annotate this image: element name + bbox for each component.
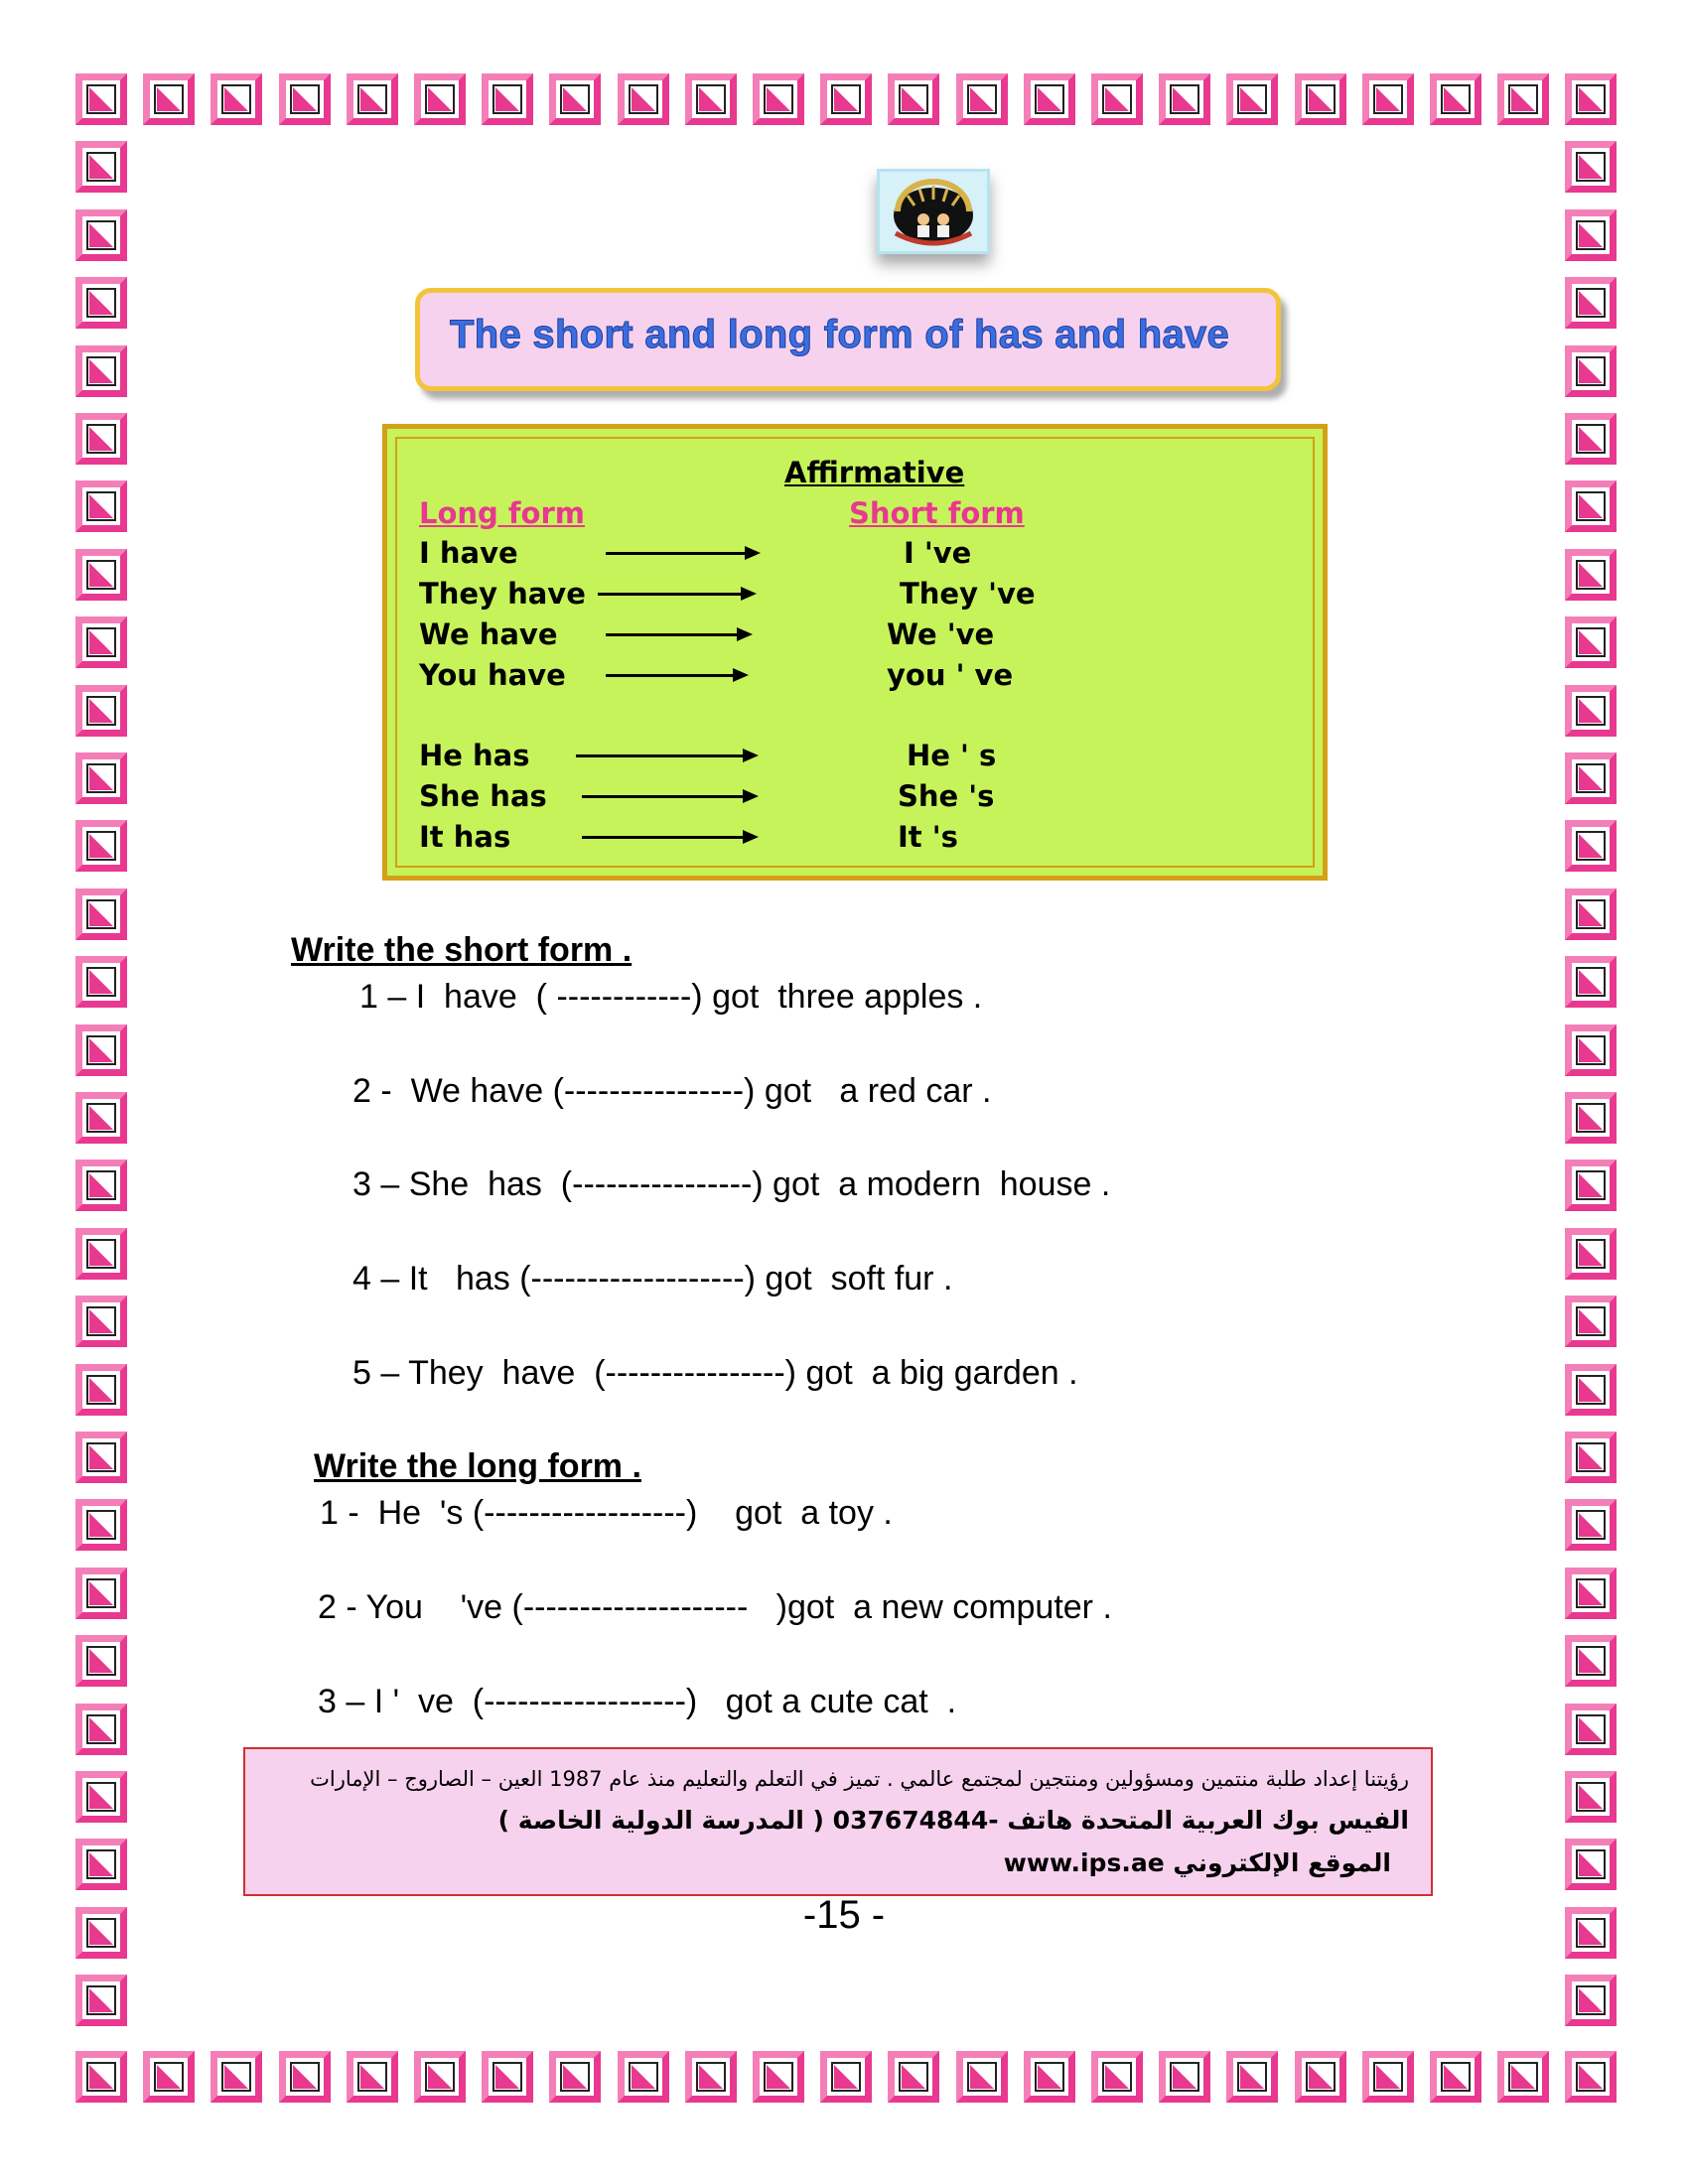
border-tile-icon [1226, 73, 1278, 125]
arrow-icon [606, 674, 745, 677]
border-tile-icon [414, 2051, 466, 2103]
border-tile-icon [75, 616, 127, 668]
border-tile-icon [75, 480, 127, 532]
border-tile-icon [820, 2051, 872, 2103]
long-form-you-have: You have [419, 658, 566, 692]
border-tile-icon [143, 2051, 195, 2103]
border-tile-icon [75, 549, 127, 601]
long-exercise-item: 2 - You 've (-------------------- )got a new computer . [318, 1588, 1112, 1626]
border-tile-icon [75, 1160, 127, 1211]
border-tile-icon [279, 73, 331, 125]
border-tile-icon [75, 956, 127, 1008]
border-tile-icon [75, 1228, 127, 1280]
border-tile-icon [75, 1704, 127, 1755]
border-tile-icon [1565, 1228, 1617, 1280]
short-exercise-item: 3 – She has (----------------) got a modern house . [352, 1165, 1111, 1203]
long-form-she-has: She has [419, 779, 547, 813]
border-tile-icon [75, 413, 127, 465]
table-heading: Affirmative [784, 456, 965, 489]
border-tile-icon [143, 73, 195, 125]
border-tile-icon [1497, 73, 1549, 125]
border-tile-icon [75, 752, 127, 804]
arrow-icon [606, 633, 749, 636]
border-tile-icon [1565, 1092, 1617, 1144]
border-tile-icon [75, 1296, 127, 1347]
border-tile-icon [1565, 1635, 1617, 1687]
footer-website-line: الموقع الإلكتروني www.ips.ae [1003, 1848, 1391, 1877]
border-tile-icon [888, 2051, 939, 2103]
border-tile-icon [820, 73, 872, 125]
long-form-exercise-title: Write the long form . [314, 1447, 641, 1485]
border-tile-icon [1565, 1024, 1617, 1076]
long-form-header: Long form [419, 496, 585, 530]
school-emblem-icon [880, 172, 987, 251]
border-tile-icon [482, 2051, 533, 2103]
border-tile-icon [347, 73, 398, 125]
border-tile-icon [685, 2051, 737, 2103]
long-form-it-has: It has [419, 820, 511, 854]
border-tile-icon [1091, 73, 1143, 125]
border-tile-icon [1565, 820, 1617, 872]
border-tile-icon [1159, 73, 1210, 125]
border-tile-icon [75, 1499, 127, 1551]
long-form-they-have: They have [419, 577, 586, 611]
border-tile-icon [1565, 1568, 1617, 1619]
border-tile-icon [1362, 73, 1414, 125]
border-tile-icon [1565, 616, 1617, 668]
border-tile-icon [1159, 2051, 1210, 2103]
border-tile-icon [75, 73, 127, 125]
border-tile-icon [1565, 345, 1617, 397]
border-tile-icon [75, 1635, 127, 1687]
border-tile-icon [1430, 2051, 1481, 2103]
short-form-i-ve: I 've [904, 536, 972, 570]
border-tile-icon [1295, 2051, 1346, 2103]
border-tile-icon [279, 2051, 331, 2103]
footer-phone-line: الفيس بوك العربية المتحدة هاتف -037674844 ( المدرسة الدولية الخاصة ) [497, 1806, 1409, 1835]
border-tile-icon [1565, 1975, 1617, 2026]
border-tile-icon [1565, 1499, 1617, 1551]
school-footer [243, 1747, 1433, 1896]
border-tile-icon [75, 2051, 127, 2103]
short-form-exercise-title: Write the short form . [291, 931, 633, 969]
short-exercise-item: 2 - We have (----------------) got a red car . [352, 1072, 992, 1110]
border-tile-icon [1565, 1432, 1617, 1483]
border-tile-icon [1565, 141, 1617, 193]
short-form-she-s: She 's [898, 779, 995, 813]
border-tile-icon [618, 2051, 669, 2103]
border-tile-icon [414, 73, 466, 125]
border-tile-icon [1497, 2051, 1549, 2103]
border-tile-icon [549, 2051, 601, 2103]
border-tile-icon [75, 209, 127, 261]
border-tile-icon [753, 2051, 804, 2103]
border-tile-icon [888, 73, 939, 125]
border-tile-icon [75, 685, 127, 737]
affirmative-table [382, 424, 1328, 881]
border-tile-icon [75, 1568, 127, 1619]
border-tile-icon [1565, 1704, 1617, 1755]
long-form-he-has: He has [419, 739, 530, 772]
long-form-i-have: I have [419, 536, 518, 570]
border-tile-icon [1565, 480, 1617, 532]
arrow-icon [576, 754, 755, 757]
border-tile-icon [75, 1364, 127, 1416]
border-tile-icon [75, 1024, 127, 1076]
border-tile-icon [75, 820, 127, 872]
long-exercise-item: 1 - He 's (------------------) got a toy . [320, 1494, 893, 1532]
short-form-it-s: It 's [898, 820, 958, 854]
border-tile-icon [347, 2051, 398, 2103]
border-tile-icon [1565, 2051, 1617, 2103]
border-tile-icon [956, 73, 1008, 125]
short-form-they-ve: They 've [900, 577, 1036, 611]
border-tile-icon [1565, 1771, 1617, 1823]
border-tile-icon [1565, 1839, 1617, 1890]
long-exercise-item: 3 – I ' ve (------------------) got a cute cat . [318, 1683, 957, 1720]
border-tile-icon [956, 2051, 1008, 2103]
border-tile-icon [75, 1839, 127, 1890]
border-tile-icon [1024, 2051, 1075, 2103]
border-tile-icon [1024, 73, 1075, 125]
border-tile-icon [1565, 1160, 1617, 1211]
border-tile-icon [1565, 549, 1617, 601]
short-exercise-item: 1 – I have ( ------------) got three apples . [359, 978, 983, 1016]
border-tile-icon [1295, 73, 1346, 125]
border-tile-icon [75, 1092, 127, 1144]
border-tile-icon [1565, 413, 1617, 465]
border-tile-icon [1565, 209, 1617, 261]
border-tile-icon [1565, 888, 1617, 940]
border-tile-icon [1565, 73, 1617, 125]
border-tile-icon [1565, 752, 1617, 804]
short-form-we-ve: We 've [887, 617, 995, 651]
border-tile-icon [75, 345, 127, 397]
page-title: The short and long form of has and have [450, 313, 1230, 356]
school-logo [877, 169, 990, 254]
title-banner [415, 288, 1281, 391]
arrow-icon [598, 593, 753, 596]
border-tile-icon [1565, 956, 1617, 1008]
short-form-header: Short form [849, 496, 1025, 530]
border-tile-icon [1565, 1296, 1617, 1347]
border-tile-icon [549, 73, 601, 125]
border-tile-icon [211, 73, 262, 125]
border-tile-icon [75, 141, 127, 193]
arrow-icon [582, 795, 755, 798]
border-tile-icon [211, 2051, 262, 2103]
footer-vision-line: رؤيتنا إعداد طلبة منتمين ومسؤولين ومنتجين لمجتمع عالمي . تميز في التعلم والتعليم منذ عام 1987 العين – الصاروج – الإمارات [310, 1767, 1409, 1791]
border-tile-icon [1362, 2051, 1414, 2103]
border-tile-icon [75, 277, 127, 329]
page-number: -15 - [802, 1893, 886, 1937]
border-tile-icon [685, 73, 737, 125]
border-tile-icon [75, 1975, 127, 2026]
arrow-icon [582, 836, 755, 839]
border-tile-icon [1091, 2051, 1143, 2103]
short-exercise-item: 5 – They have (----------------) got a big garden . [352, 1354, 1078, 1392]
short-exercise-item: 4 – It has (-------------------) got soft fur . [352, 1260, 953, 1297]
arrow-icon [606, 552, 757, 555]
short-form-you-ve: you ' ve [887, 658, 1014, 692]
short-form-he-s: He ' s [907, 739, 997, 772]
border-tile-icon [75, 888, 127, 940]
border-tile-icon [482, 73, 533, 125]
long-form-we-have: We have [419, 617, 558, 651]
border-tile-icon [618, 73, 669, 125]
border-tile-icon [75, 1432, 127, 1483]
border-tile-icon [753, 73, 804, 125]
border-tile-icon [1565, 1364, 1617, 1416]
border-tile-icon [1565, 685, 1617, 737]
border-tile-icon [75, 1771, 127, 1823]
border-tile-icon [1226, 2051, 1278, 2103]
border-tile-icon [1565, 277, 1617, 329]
border-tile-icon [1430, 73, 1481, 125]
